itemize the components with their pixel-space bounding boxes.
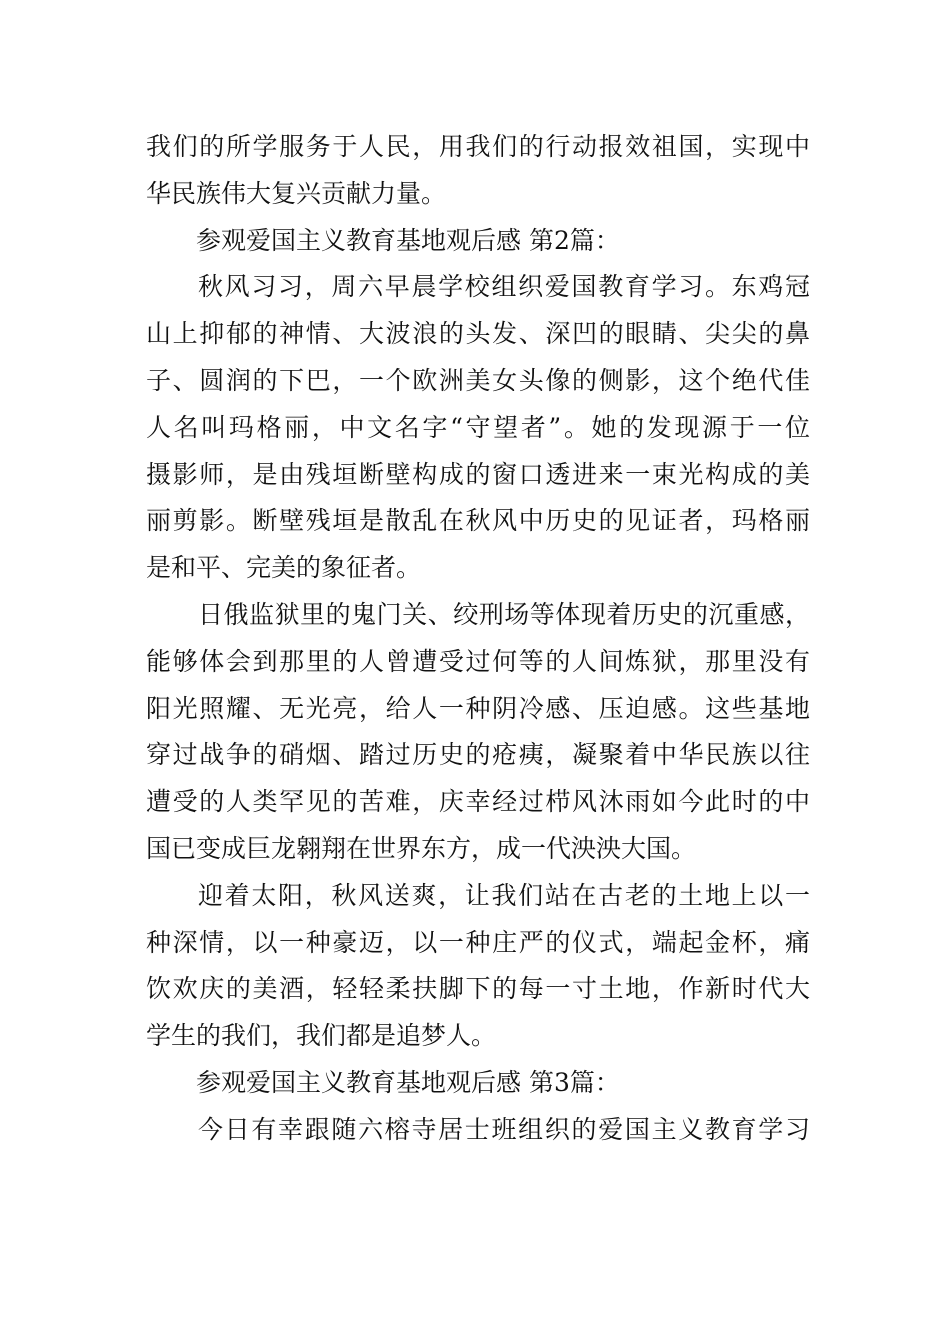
text-line: 穿过战争的硝烟、踏过历史的疮痍，凝聚着中华民族以往 [146, 740, 810, 770]
text-line: 丽剪影。断壁残垣是散乱在秋风中历史的见证者，玛格丽 [146, 506, 810, 536]
text-line: 国已变成巨龙翱翔在世界东方，成一代泱泱大国。 [146, 833, 697, 863]
section-heading: 参观爱国主义教育基地观后感 第2篇： [196, 225, 620, 255]
text-line: 饮欢庆的美酒，轻轻柔扶脚下的每一寸土地，作新时代大 [146, 974, 810, 1004]
text-line: 阳光照耀、无光亮，给人一种阴冷感、压迫感。这些基地 [146, 693, 810, 723]
text-line: 山上抑郁的神情、大波浪的头发、深凹的眼睛、尖尖的鼻 [146, 319, 810, 349]
text-line: 能够体会到那里的人曾遭受过何等的人间炼狱，那里没有 [146, 646, 810, 676]
text-line: 今日有幸跟随六榕寺居士班组织的爱国主义教育学习 [198, 1114, 810, 1144]
text-line: 子、圆润的下巴，一个欧洲美女头像的侧影，这个绝代佳 [146, 365, 810, 395]
text-line: 日俄监狱里的鬼门关、绞刑场等体现着历史的沉重感， [198, 599, 810, 629]
text-line: 秋风习习，周六早晨学校组织爱国教育学习。东鸡冠 [198, 272, 810, 302]
text-line: 人名叫玛格丽，中文名字“守望者”。她的发现源于一位 [146, 412, 810, 442]
document-body [146, 124, 810, 1154]
section-heading: 参观爱国主义教育基地观后感 第3篇： [196, 1067, 620, 1097]
text-line: 摄影师，是由残垣断壁构成的窗口透进来一束光构成的美 [146, 459, 810, 489]
text-line: 是和平、完美的象征者。 [146, 553, 422, 583]
text-line: 学生的我们，我们都是追梦人。 [146, 1021, 497, 1051]
text-line: 我们的所学服务于人民，用我们的行动报效祖国，实现中 [146, 132, 810, 161]
text-line: 遭受的人类罕见的苦难，庆幸经过栉风沐雨如今此时的中 [146, 787, 810, 817]
text-line: 种深情，以一种豪迈，以一种庄严的仪式，端起金杯，痛 [146, 927, 810, 957]
text-line: 迎着太阳，秋风送爽，让我们站在古老的土地上以一 [198, 880, 810, 910]
text-line: 华民族伟大复兴贡献力量。 [146, 178, 447, 208]
